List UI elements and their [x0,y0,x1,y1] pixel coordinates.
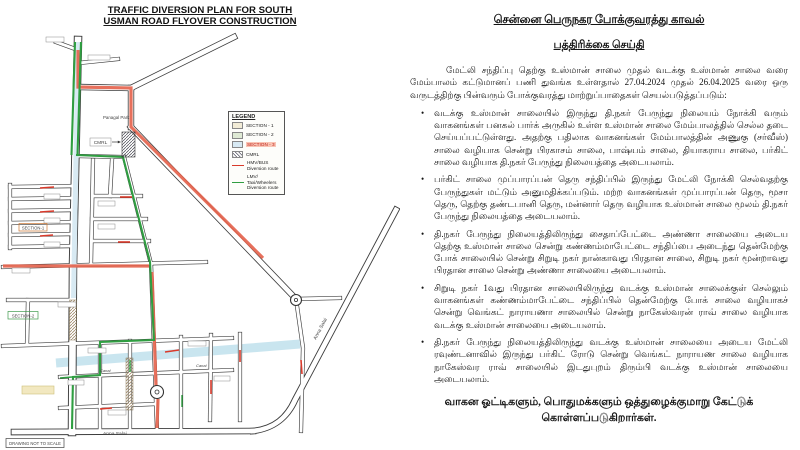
map-title-line2: USMAN ROAD FLYOVER CONSTRUCTION [103,16,297,27]
anna-salai-label: Anna Salai [103,432,127,437]
canal-label: Canal [196,363,207,368]
legend-title: LEGEND [232,114,256,120]
section1-tag [19,224,47,232]
legend-item-cmrl: CMRL [232,151,281,158]
document-subheading: பத்திரிக்கை செய்தி [553,39,645,51]
legend-item-section1: SECTION - 1 [232,122,281,129]
map-title [103,5,296,27]
intro-paragraph: மேட்லி சந்திப்பு தெற்கு உஸ்மான் சாலை முதல் வடக்கு உஸ்மான் சாலை வரை மேம்பாலம் கட்டுமானப் பணி துவங்க உள்ளதால் 27.04.2024 முதல் 26.04.2025 வரை ஒரு வருடத்திற்கு பின்வரும் போக்குவரத்து மாற்றுப்பாதைகள் செயல்படுத்தப்படும்: [410,65,788,100]
road-network [3,37,396,432]
diversion-item: • சிறுடி நகர் 1வது பிரதான சாலையிலிருந்து வடக்கு உஸ்மான் சாலைக்குள் செல்லும் வாகனங்கள் கண்ணம்மாபேட்டை சந்திப்பில் தென்மேற்கு போக் சாலை வழியாகச் சென்று வெங்கட் நாராயணா சாலையில் சென்று நாகேஸ்வரன் ராவ் சாலை வழியாக வடக்கு உஸ்மான் சாலையை அடையலாம். [434,282,788,331]
map-legend [228,111,285,195]
section1-swatch [232,122,243,129]
diversion-item: • வடக்கு உஸ்மான் சாலையில் இருந்து தி.நகர் பேருந்து நிலையம் நோக்கி வரும் வாகனங்கள் பனகல் பார்க் அருகில் உள்ள உஸ்மான் சாலை மேம்பாலத்தில் செல்ல தடை செய்யப்பட்டுள்ளது. அதற்கு பதிலாக வாகனங்கள் மேம்பாலத்தின் அணுகு (சர்வீஸ்) சாலை வழியாக சென்று பிரகாசம் சாலை, பாஷ்யம் சாலை, தியாகராய சாலை, பர்கிட் சாலை வழியாக தி.நகர் பேருந்து நிலையத்தை அடையலாம். [434,107,788,168]
section2-swatch [232,132,243,139]
svg-text:SECTION-1: SECTION-1 [21,225,45,231]
press-release-document [400,0,800,450]
diversion-bullet-list [410,107,788,385]
closing-appeal: வாகன ஓட்டிகளும், பொதுமக்களும் ஒத்துழைக்குமாறு கேட்டுக் கொள்ளப்படுகிறார்கள். [444,396,754,425]
cmrl-label: CMRL [93,141,108,146]
hmv-route-swatch [232,165,244,166]
lmv-route-swatch [232,182,244,183]
canal-band [56,344,300,363]
section1-yellow-zone [22,386,54,394]
diversion-item: • பர்கிட் சாலை முப்பாரப்பன் தெரு சந்திப்பில் இருந்து மேட்லி நோக்கி செல்வதற்கு பேருந்துகள் மட்டும் அனுமதிக்கப்படும். மற்ற வாகனங்கள் முப்பாரப்பன் தெரு, மூசா தெரு, தெற்கு தண்டபானி தெரு, மன்னார் தெரு வழியாக உஸ்மான் சாலை மூலம் தி.நகர் பேருந்து நிலையத்தை அடையலாம். [434,173,788,222]
scale-note [6,439,64,448]
anna-salai-diagonal-label: Anna Salai [313,317,329,341]
legend-item-section2: SECTION - 2 [232,132,281,139]
section2-tag [8,312,38,320]
svg-text:DRAWING NOT TO SCALE: DRAWING NOT TO SCALE [9,440,61,446]
map-title-line1: TRAFFIC DIVERSION PLAN FOR SOUTH [107,5,293,16]
panagal-park-label: Panagal Park [103,115,130,120]
svg-text:SECTION-2: SECTION-2 [11,313,35,319]
diversion-item: • தி.நகர் பேருந்து நிலையத்திலிருந்து சைதாப்பேட்டை அண்ணா சாலையை அடைய தெற்கு உஸ்மான் சாலை சென்று கண்ணம்மாபேட்டை சந்திப்பை அடைந்து தென்மேற்கு போக் சாலையில் சென்று சிறுடி நகர் நான்காவது பிரதான சாலை, சிறுடி நகர் மூன்றாவது பிரதான சாலை சென்று அண்ணா சாலையை அடையலாம். [434,228,788,277]
legend-item-section3: SECTION - 3 [232,141,281,148]
section3-swatch [232,141,243,148]
roundabout [291,295,302,306]
legend-item-hmv-route: HMV/BUS Diversion route [232,160,281,171]
cmrl-arrow-icon [118,141,121,144]
diversion-item: • தி.நகர் பேருந்து நிலையத்திலிருந்து வடக்கு உஸ்மான் சாலையை அடைய மேட்லி ரவுண்டனாவில் இருந்து பர்கிட் ரோடு சென்று வெங்கட் நாராயண சாலை வழியாக நாகேஸ்வர ராவ் சாலையில் இடதுபுறம் திரும்பி வடக்கு உஸ்மான் சாலையை அடையலாம். [434,336,788,385]
cmrl-hatch-swatch [232,151,243,158]
cmrl-site [90,132,135,157]
roundabout [151,386,164,399]
document-heading: சென்னை பெருநகர போக்குவரத்து காவல் [493,14,705,26]
lmv-route-line [72,42,155,429]
legend-item-lmv-route: LMV/ Taxi/Wheelers Diversion route [232,174,281,191]
canal-label: Canal [100,368,111,373]
